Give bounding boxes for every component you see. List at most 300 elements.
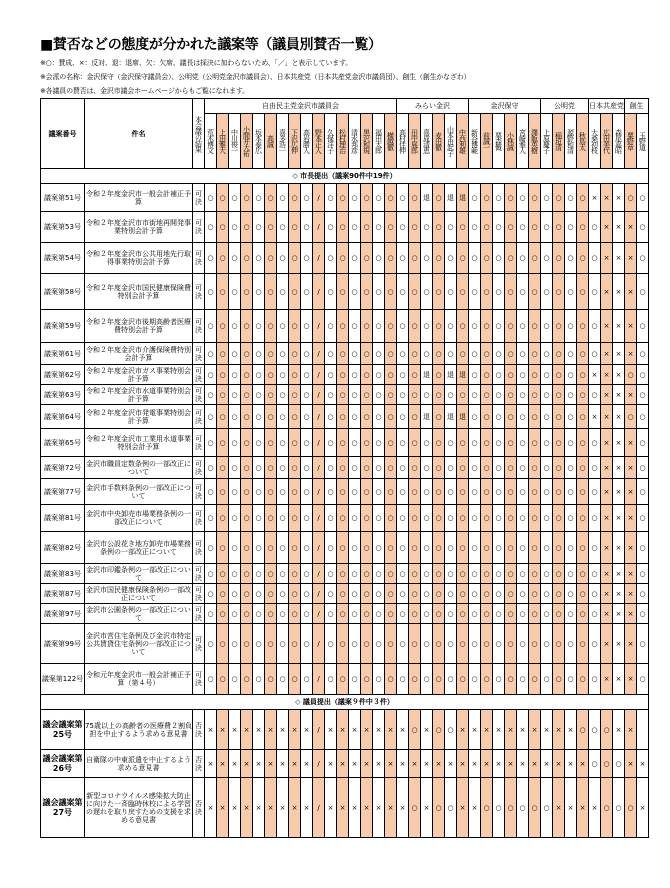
- member-name: 高誠: [265, 114, 277, 169]
- vote-cell: ○: [265, 664, 277, 695]
- vote-cell: ○: [361, 212, 373, 243]
- vote-cell: ○: [469, 343, 481, 365]
- vote-cell: ○: [433, 243, 445, 274]
- vote-cell: ○: [421, 664, 433, 695]
- vote-cell: ○: [385, 212, 397, 243]
- vote-cell: ○: [289, 385, 301, 405]
- vote-cell: ○: [301, 624, 313, 664]
- vote-cell: ○: [265, 184, 277, 212]
- vote-cell: ×: [517, 710, 529, 750]
- vote-cell: ○: [217, 505, 229, 532]
- bill-name: 令和２年度金沢市市街地再開発事業特別会計予算: [85, 212, 193, 243]
- vote-cell: ○: [229, 243, 241, 274]
- vote-cell: ○: [241, 429, 253, 457]
- member-name: 清水邦彦: [349, 114, 361, 169]
- vote-cell: ○: [421, 457, 433, 479]
- vote-cell: ○: [541, 274, 553, 310]
- member-name: 稲垣清: [553, 114, 565, 169]
- vote-cell: ×: [205, 778, 217, 838]
- vote-cell: ×: [325, 778, 337, 838]
- vote-cell: ○: [457, 664, 469, 695]
- vote-cell: ○: [205, 343, 217, 365]
- bill-number: 議案第82号: [41, 532, 85, 564]
- vote-cell: ○: [265, 624, 277, 664]
- vote-cell: ○: [433, 479, 445, 505]
- vote-cell: ○: [277, 184, 289, 212]
- member-name: 中西利雄: [457, 114, 469, 169]
- vote-cell: ×: [409, 750, 421, 778]
- vote-cell: ○: [361, 310, 373, 343]
- table-row: [41, 624, 649, 664]
- vote-cell: ○: [565, 243, 577, 274]
- vote-cell: ○: [337, 564, 349, 584]
- bill-result: 可決: [193, 310, 205, 343]
- vote-cell: ○: [373, 184, 385, 212]
- vote-cell: ○: [397, 365, 409, 385]
- vote-cell: ○: [253, 365, 265, 385]
- vote-cell: ○: [577, 604, 589, 624]
- member-name: 横越徹: [385, 114, 397, 169]
- vote-cell: ○: [481, 365, 493, 385]
- vote-cell: ○: [505, 365, 517, 385]
- vote-cell: ○: [421, 343, 433, 365]
- vote-cell: ○: [409, 584, 421, 604]
- vote-cell: ○: [241, 343, 253, 365]
- vote-cell: /: [313, 710, 325, 750]
- vote-cell: ○: [565, 604, 577, 624]
- vote-cell: ○: [361, 274, 373, 310]
- vote-cell: ○: [217, 584, 229, 604]
- vote-cell: ×: [613, 564, 625, 584]
- member-name: 上原慶子: [541, 114, 553, 169]
- vote-cell: ○: [325, 532, 337, 564]
- vote-cell: ○: [301, 532, 313, 564]
- vote-cell: ○: [385, 604, 397, 624]
- vote-cell: ○: [589, 505, 601, 532]
- vote-cell: ○: [541, 664, 553, 695]
- vote-cell: ○: [301, 310, 313, 343]
- vote-cell: ○: [517, 243, 529, 274]
- vote-cell: ○: [457, 564, 469, 584]
- vote-cell: ○: [433, 184, 445, 212]
- vote-cell: ○: [421, 532, 433, 564]
- vote-cell: ○: [481, 184, 493, 212]
- member-name: 喜多浩一: [277, 114, 289, 169]
- vote-cell: 退: [457, 184, 469, 212]
- bill-name: 令和２年度金沢市国民健康保険費特別会計予算: [85, 274, 193, 310]
- vote-cell: ○: [229, 564, 241, 584]
- vote-cell: ×: [229, 750, 241, 778]
- vote-cell: ○: [361, 604, 373, 624]
- vote-cell: ○: [493, 604, 505, 624]
- vote-cell: ○: [637, 274, 649, 310]
- vote-cell: ×: [541, 710, 553, 750]
- vote-cell: ○: [493, 778, 505, 838]
- vote-cell: ×: [205, 750, 217, 778]
- vote-cell: ○: [637, 505, 649, 532]
- bill-number: 議案第63号: [41, 385, 85, 405]
- vote-cell: ○: [493, 385, 505, 405]
- vote-cell: ○: [373, 365, 385, 385]
- member-name: 山本由起子: [445, 114, 457, 169]
- vote-cell: ○: [253, 505, 265, 532]
- vote-cell: ×: [625, 457, 637, 479]
- vote-cell: ○: [277, 664, 289, 695]
- vote-cell: ○: [277, 274, 289, 310]
- vote-cell: ○: [445, 604, 457, 624]
- vote-cell: ×: [337, 710, 349, 750]
- vote-cell: ○: [373, 584, 385, 604]
- vote-cell: ○: [385, 564, 397, 584]
- vote-cell: ○: [409, 564, 421, 584]
- vote-cell: ○: [517, 385, 529, 405]
- vote-cell: ○: [337, 184, 349, 212]
- vote-cell: ○: [637, 564, 649, 584]
- vote-cell: ○: [481, 405, 493, 429]
- vote-cell: ○: [541, 310, 553, 343]
- vote-cell: ○: [553, 664, 565, 695]
- vote-cell: ○: [565, 505, 577, 532]
- vote-cell: ○: [493, 274, 505, 310]
- vote-cell: ×: [601, 405, 613, 429]
- vote-cell: ×: [613, 365, 625, 385]
- vote-cell: ○: [541, 778, 553, 838]
- vote-cell: ○: [541, 604, 553, 624]
- vote-cell: ○: [253, 243, 265, 274]
- vote-cell: ×: [277, 778, 289, 838]
- vote-cell: ×: [601, 479, 613, 505]
- bill-number: 議案第87号: [41, 584, 85, 604]
- vote-cell: ○: [373, 457, 385, 479]
- vote-cell: ○: [625, 184, 637, 212]
- vote-cell: ○: [385, 457, 397, 479]
- bill-name: 金沢市公園条例の一部改正について: [86, 605, 191, 622]
- vote-cell: ×: [373, 710, 385, 750]
- vote-cell: ○: [289, 664, 301, 695]
- vote-cell: ○: [205, 365, 217, 385]
- bill-name: 令和２年度金沢市ガス事業特別会計予算: [86, 366, 191, 383]
- bill-result: 可決: [193, 429, 205, 457]
- vote-cell: ○: [409, 710, 421, 750]
- vote-cell: ○: [349, 184, 361, 212]
- vote-cell: ○: [505, 457, 517, 479]
- vote-cell: ○: [457, 532, 469, 564]
- party-header: 創生: [625, 99, 649, 114]
- vote-cell: ○: [337, 310, 349, 343]
- vote-cell: ○: [361, 624, 373, 664]
- vote-cell: ○: [481, 310, 493, 343]
- vote-cell: ×: [625, 274, 637, 310]
- vote-cell: ○: [469, 243, 481, 274]
- vote-cell: /: [313, 405, 325, 429]
- vote-cell: /: [313, 385, 325, 405]
- vote-cell: ×: [217, 750, 229, 778]
- vote-cell: ○: [529, 184, 541, 212]
- vote-cell: ×: [613, 505, 625, 532]
- vote-cell: ○: [637, 479, 649, 505]
- bill-number: 議案第51号: [41, 184, 85, 212]
- vote-cell: ×: [229, 778, 241, 838]
- vote-cell: ×: [625, 604, 637, 624]
- vote-cell: ○: [217, 343, 229, 365]
- bill-name: 令和元年度金沢市一般会計補正予算（第４号）: [85, 664, 193, 695]
- vote-cell: ○: [361, 457, 373, 479]
- vote-cell: ×: [601, 212, 613, 243]
- vote-cell: ○: [541, 564, 553, 584]
- vote-cell: ×: [625, 479, 637, 505]
- vote-cell: ○: [337, 429, 349, 457]
- vote-cell: ○: [553, 365, 565, 385]
- vote-cell: ○: [217, 385, 229, 405]
- table-row: [41, 505, 649, 532]
- member-name: 黒沢和規: [361, 114, 373, 169]
- vote-cell: ○: [505, 584, 517, 604]
- vote-cell: /: [313, 584, 325, 604]
- vote-cell: ○: [541, 184, 553, 212]
- vote-cell: ○: [469, 505, 481, 532]
- vote-cell: ○: [217, 664, 229, 695]
- vote-cell: ○: [637, 365, 649, 385]
- vote-cell: ○: [637, 457, 649, 479]
- vote-cell: ○: [253, 479, 265, 505]
- vote-cell: ○: [349, 624, 361, 664]
- vote-cell: ○: [265, 564, 277, 584]
- vote-cell: ○: [325, 564, 337, 584]
- bill-number: 議案第53号: [41, 212, 85, 243]
- vote-cell: ○: [529, 505, 541, 532]
- vote-cell: ○: [397, 532, 409, 564]
- bill-result: 可決: [193, 624, 205, 664]
- vote-cell: ×: [613, 429, 625, 457]
- vote-cell: ○: [409, 624, 421, 664]
- vote-cell: ○: [601, 778, 613, 838]
- vote-cell: ○: [481, 429, 493, 457]
- vote-cell: ○: [337, 584, 349, 604]
- vote-cell: ○: [481, 564, 493, 584]
- page-title: ■賛否などの態度が分かれた議案等（議員別賛否一覧）: [40, 37, 382, 53]
- vote-cell: ○: [325, 310, 337, 343]
- vote-cell: ○: [433, 584, 445, 604]
- vote-cell: ○: [289, 505, 301, 532]
- vote-cell: ○: [277, 457, 289, 479]
- vote-cell: ○: [445, 243, 457, 274]
- vote-cell: ○: [481, 505, 493, 532]
- vote-cell: ○: [469, 564, 481, 584]
- vote-cell: ○: [637, 584, 649, 604]
- vote-cell: ○: [577, 479, 589, 505]
- bill-number: 議案第64号: [41, 405, 85, 429]
- vote-cell: ○: [301, 604, 313, 624]
- vote-cell: ○: [421, 624, 433, 664]
- vote-cell: ○: [637, 343, 649, 365]
- vote-cell: ○: [433, 385, 445, 405]
- vote-cell: ×: [421, 750, 433, 778]
- table-row: [41, 778, 649, 838]
- vote-cell: ○: [637, 532, 649, 564]
- bill-result: 可決: [193, 457, 205, 479]
- vote-cell: ×: [253, 778, 265, 838]
- vote-cell: ○: [241, 564, 253, 584]
- vote-cell: ×: [361, 710, 373, 750]
- vote-cell: ×: [601, 385, 613, 405]
- vote-cell: ○: [613, 750, 625, 778]
- vote-cell: ○: [529, 624, 541, 664]
- vote-cell: ×: [625, 343, 637, 365]
- vote-cell: ○: [493, 365, 505, 385]
- vote-cell: ○: [553, 505, 565, 532]
- vote-cell: ○: [397, 479, 409, 505]
- vote-cell: ○: [289, 429, 301, 457]
- vote-cell: ○: [301, 212, 313, 243]
- vote-cell: ×: [217, 710, 229, 750]
- member-name: 森尾嘉昭: [613, 114, 625, 169]
- vote-cell: /: [313, 624, 325, 664]
- vote-cell: ○: [589, 310, 601, 343]
- vote-cell: ×: [265, 710, 277, 750]
- vote-cell: ×: [613, 343, 625, 365]
- vote-cell: ○: [217, 405, 229, 429]
- vote-cell: ○: [289, 584, 301, 604]
- vote-cell: ○: [205, 429, 217, 457]
- vote-cell: ×: [457, 750, 469, 778]
- vote-cell: ○: [397, 664, 409, 695]
- vote-cell: ○: [253, 604, 265, 624]
- vote-cell: ○: [433, 532, 445, 564]
- vote-cell: ○: [349, 365, 361, 385]
- vote-cell: ○: [373, 604, 385, 624]
- vote-cell: ○: [253, 564, 265, 584]
- vote-cell: ○: [577, 274, 589, 310]
- vote-cell: ○: [553, 564, 565, 584]
- vote-cell: ○: [517, 405, 529, 429]
- table-row: [41, 243, 649, 274]
- vote-cell: ×: [253, 710, 265, 750]
- member-name: 上田雅大: [217, 114, 229, 169]
- vote-cell: ○: [241, 604, 253, 624]
- bill-result: 否決: [193, 778, 205, 838]
- vote-cell: ×: [361, 778, 373, 838]
- table-row: [41, 385, 649, 405]
- vote-cell: ○: [553, 479, 565, 505]
- vote-cell: ○: [481, 604, 493, 624]
- vote-cell: ○: [409, 479, 421, 505]
- vote-cell: ○: [349, 505, 361, 532]
- vote-cell: ○: [349, 584, 361, 604]
- vote-cell: ○: [517, 310, 529, 343]
- vote-cell: ○: [289, 564, 301, 584]
- bill-name: 金沢市営住宅条例及び金沢市特定公共賃貸住宅条例の一部改正について: [85, 624, 193, 664]
- bill-number: 議案第99号: [41, 624, 85, 664]
- vote-cell: ×: [301, 778, 313, 838]
- vote-cell: /: [313, 564, 325, 584]
- vote-cell: ×: [625, 243, 637, 274]
- vote-cell: ○: [229, 385, 241, 405]
- vote-cell: ○: [325, 604, 337, 624]
- table-row: [41, 604, 649, 624]
- vote-cell: ×: [205, 710, 217, 750]
- vote-cell: ○: [445, 778, 457, 838]
- vote-cell: ○: [589, 479, 601, 505]
- vote-cell: ○: [565, 274, 577, 310]
- vote-cell: ○: [589, 457, 601, 479]
- vote-cell: ○: [205, 385, 217, 405]
- vote-cell: ○: [325, 479, 337, 505]
- vote-cell: ○: [493, 664, 505, 695]
- vote-cell: ○: [325, 429, 337, 457]
- vote-cell: ○: [217, 184, 229, 212]
- vote-cell: ×: [601, 532, 613, 564]
- vote-cell: ×: [625, 385, 637, 405]
- vote-cell: ○: [229, 604, 241, 624]
- vote-cell: ○: [397, 604, 409, 624]
- vote-cell: ○: [301, 405, 313, 429]
- vote-cell: ○: [301, 457, 313, 479]
- bill-name: 令和２年度金沢市発電事業特別会計予算: [85, 405, 193, 429]
- vote-cell: ×: [265, 750, 277, 778]
- vote-cell: ○: [529, 274, 541, 310]
- vote-cell: ○: [589, 750, 601, 778]
- vote-cell: ○: [445, 710, 457, 750]
- table-row: [41, 212, 649, 243]
- vote-cell: ○: [325, 624, 337, 664]
- vote-cell: ×: [397, 778, 409, 838]
- vote-cell: ×: [469, 778, 481, 838]
- vote-cell: ○: [349, 405, 361, 429]
- vote-cell: ○: [469, 457, 481, 479]
- vote-cell: ○: [397, 405, 409, 429]
- member-name: 広田美代: [601, 114, 613, 169]
- vote-cell: ○: [265, 212, 277, 243]
- vote-cell: ○: [553, 385, 565, 405]
- vote-cell: ○: [409, 532, 421, 564]
- vote-cell: ○: [229, 184, 241, 212]
- vote-cell: ○: [505, 212, 517, 243]
- vote-cell: ○: [565, 184, 577, 212]
- vote-cell: ○: [373, 385, 385, 405]
- vote-cell: ○: [481, 457, 493, 479]
- vote-cell: ○: [361, 365, 373, 385]
- vote-cell: ○: [421, 479, 433, 505]
- member-name: 麦田徹: [433, 114, 445, 169]
- vote-cell: ○: [541, 429, 553, 457]
- vote-cell: ○: [613, 778, 625, 838]
- vote-cell: ○: [241, 532, 253, 564]
- vote-cell: ×: [589, 778, 601, 838]
- vote-cell: ○: [637, 243, 649, 274]
- vote-cell: ○: [217, 310, 229, 343]
- vote-cell: ○: [205, 243, 217, 274]
- vote-cell: ○: [265, 604, 277, 624]
- vote-cell: ○: [349, 385, 361, 405]
- vote-cell: ○: [481, 532, 493, 564]
- vote-cell: ○: [217, 479, 229, 505]
- vote-cell: ○: [481, 274, 493, 310]
- member-name: 源野和清: [565, 114, 577, 169]
- vote-cell: ○: [445, 624, 457, 664]
- bill-number: 議会議案第27号: [41, 778, 85, 838]
- vote-cell: 退: [457, 405, 469, 429]
- vote-cell: ×: [217, 778, 229, 838]
- bill-result: 可決: [193, 664, 205, 695]
- vote-cell: ○: [541, 505, 553, 532]
- vote-cell: ○: [373, 624, 385, 664]
- vote-cell: ○: [469, 405, 481, 429]
- vote-cell: ○: [349, 532, 361, 564]
- vote-cell: ×: [481, 750, 493, 778]
- vote-cell: ×: [481, 710, 493, 750]
- vote-cell: ○: [445, 212, 457, 243]
- vote-cell: ○: [349, 212, 361, 243]
